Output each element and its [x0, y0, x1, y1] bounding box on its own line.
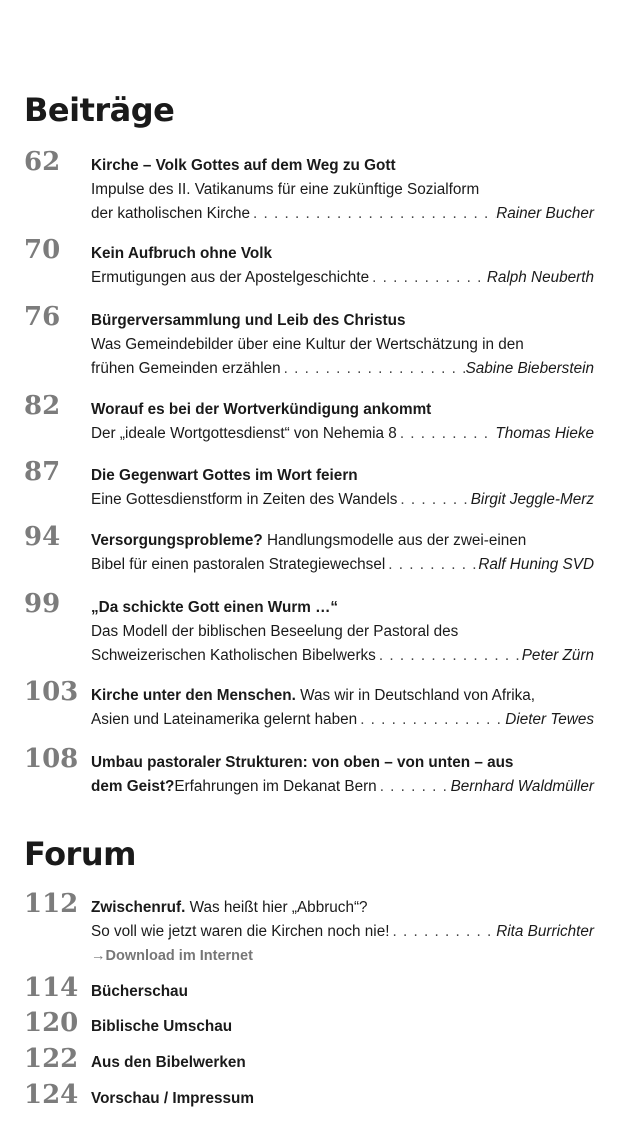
download-link[interactable]: →Download im Internet — [91, 948, 253, 964]
page-number: 124 — [24, 1080, 79, 1110]
page-number: 112 — [24, 889, 79, 919]
leader-dots — [397, 422, 496, 446]
entry-subtitle: Impulse des II. Vatikanums für eine zukünftige Sozialform — [91, 181, 480, 198]
section-heading-forum: Forum — [24, 835, 136, 873]
toc-entry[interactable] — [24, 457, 594, 512]
page-number: 114 — [24, 973, 79, 1003]
entry-subtitle: Ermutigungen aus der Apostelgeschichte — [91, 269, 370, 286]
entry-author: Ralf Huning SVD — [478, 556, 594, 573]
leader-dots — [385, 553, 478, 577]
page-number: 120 — [24, 1008, 79, 1038]
entry-subtitle: Handlungsmodelle aus der zwei-einen — [262, 532, 527, 549]
section-heading-beitraege: Beiträge — [24, 91, 175, 129]
entry-title: Die Gegenwart Gottes im Wort feiern — [91, 467, 358, 484]
entry-author: Rainer Bucher — [496, 205, 594, 222]
toc-entry[interactable] — [24, 391, 594, 446]
page-number: 108 — [24, 744, 79, 774]
entry-subtitle: Was wir in Deutschland von Afrika, — [295, 687, 536, 704]
entry-title: Bücherschau — [91, 983, 188, 1000]
entry-subtitle: Erfahrungen im Dekanat Bern — [174, 778, 377, 795]
entry-author: Sabine Bieberstein — [465, 360, 594, 377]
toc-entry[interactable] — [24, 973, 594, 1004]
entry-subtitle: der katholischen Kirche — [91, 205, 251, 222]
toc-entry[interactable] — [24, 889, 594, 968]
entry-author: Thomas Hieke — [495, 425, 594, 442]
entry-title: Aus den Bibelwerken — [91, 1054, 246, 1071]
entry-title: Umbau pastoraler Strukturen: von oben – von unten – aus — [91, 754, 514, 771]
toc-entry[interactable] — [24, 147, 594, 226]
entry-subtitle: Bibel für einen pastoralen Strategiewechsel — [91, 556, 386, 573]
page-number: 103 — [24, 677, 79, 707]
page-number: 62 — [24, 147, 61, 177]
toc-entry[interactable] — [24, 1080, 594, 1111]
entry-author: Rita Burrichter — [496, 923, 594, 940]
entry-subtitle: Was heißt hier „Abbruch“? — [185, 899, 368, 916]
entry-title: „Da schickte Gott einen Wurm …“ — [91, 599, 339, 616]
leader-dots — [250, 202, 496, 226]
leader-dots — [281, 357, 466, 381]
entry-title: Kirche – Volk Gottes auf dem Weg zu Gott — [91, 157, 396, 174]
entry-author: Bernhard Waldmüller — [450, 778, 594, 795]
entry-subtitle: Schweizerischen Katholischen Bibelwerks — [91, 647, 376, 664]
toc-entry[interactable] — [24, 589, 594, 668]
entry-title: dem Geist? — [91, 778, 175, 795]
leader-dots — [377, 775, 451, 799]
leader-dots — [389, 920, 496, 944]
entry-title: Zwischenruf. — [91, 899, 186, 916]
entry-title: Biblische Umschau — [91, 1018, 233, 1035]
page-number: 82 — [24, 391, 61, 421]
leader-dots — [376, 644, 522, 668]
entry-subtitle: Der „ideale Wortgottesdienst“ von Nehemia 8 — [91, 425, 397, 442]
entry-title: Versorgungsprobleme? — [91, 532, 263, 549]
toc-entry[interactable] — [24, 235, 594, 290]
toc-entry[interactable] — [24, 522, 594, 577]
page-number: 87 — [24, 457, 61, 487]
leader-dots — [397, 488, 470, 512]
entry-title: Kirche unter den Menschen. — [91, 687, 296, 704]
toc-entry[interactable] — [24, 1008, 594, 1039]
entry-title: Vorschau / Impressum — [91, 1090, 254, 1107]
page-number: 94 — [24, 522, 61, 552]
leader-dots — [369, 266, 487, 290]
entry-author: Ralph Neuberth — [486, 269, 594, 286]
entry-title: Worauf es bei der Wortverkündigung ankommt — [91, 401, 432, 418]
entry-subtitle: Eine Gottesdienstform in Zeiten des Wandels — [91, 491, 398, 508]
page-number: 122 — [24, 1044, 79, 1074]
entry-subtitle: Das Modell der biblischen Beseelung der Pastoral des — [91, 623, 459, 640]
entry-author: Peter Zürn — [521, 647, 594, 664]
toc-entry[interactable] — [24, 1044, 594, 1075]
entry-title: Bürgerversammlung und Leib des Christus — [91, 312, 406, 329]
toc-entry[interactable] — [24, 744, 594, 799]
leader-dots — [357, 708, 505, 732]
page-number: 99 — [24, 589, 61, 619]
entry-subtitle: frühen Gemeinden erzählen — [91, 360, 281, 377]
toc-entry[interactable] — [24, 302, 594, 381]
entry-author: Dieter Tewes — [505, 711, 594, 728]
entry-title: Kein Aufbruch ohne Volk — [91, 245, 273, 262]
toc-entry[interactable] — [24, 677, 594, 732]
entry-subtitle: Asien und Lateinamerika gelernt haben — [91, 711, 358, 728]
page-number: 76 — [24, 302, 61, 332]
page-number: 70 — [24, 235, 61, 265]
entry-subtitle: Was Gemeindebilder über eine Kultur der Wertschätzung in den — [91, 336, 524, 353]
entry-author: Birgit Jeggle-Merz — [470, 491, 594, 508]
entry-subtitle: So voll wie jetzt waren die Kirchen noch nie! — [91, 923, 390, 940]
